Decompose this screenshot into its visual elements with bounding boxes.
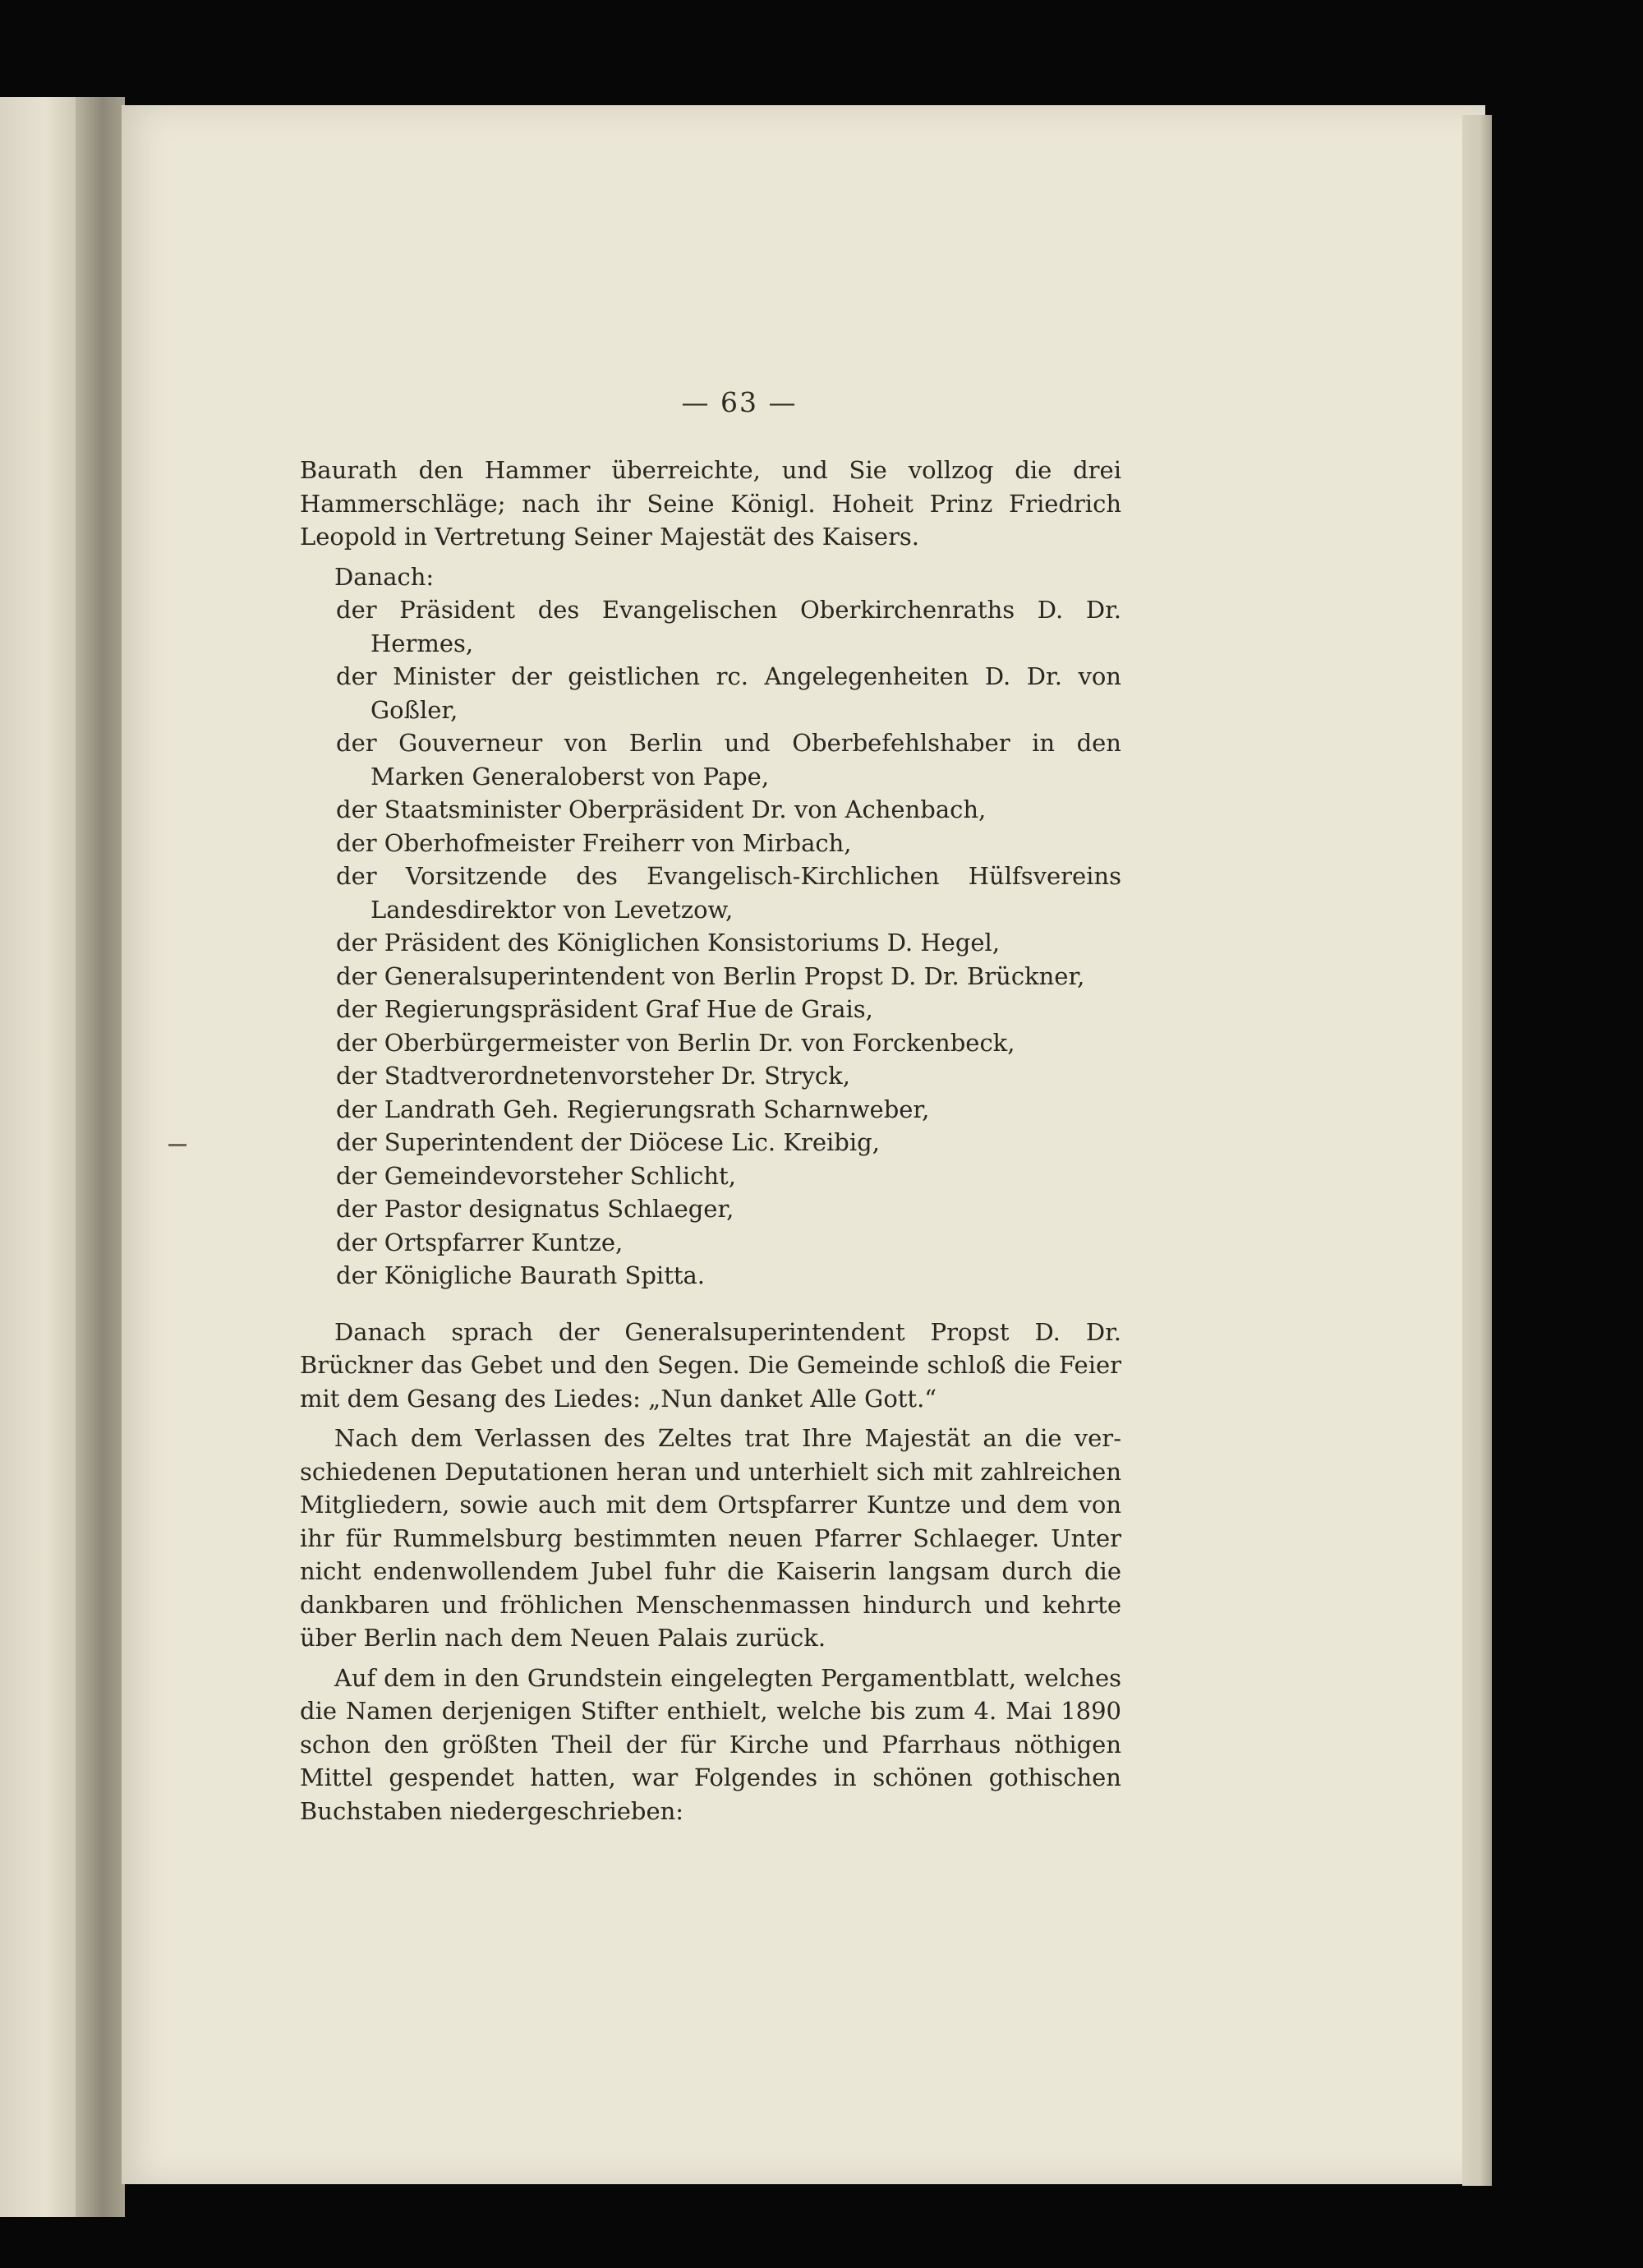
list-item: der Oberhofmeister Freiherr von Mirbach, xyxy=(336,828,852,857)
list-item: der Vorsitzende des Evangelisch-Kirchlichen Hülfsvereins Landesdirektor von Levetzow, xyxy=(336,862,1121,924)
page-stack-edge xyxy=(1462,115,1492,2186)
margin-mark xyxy=(168,1144,186,1146)
list-item: der Stadtverordnetenvorsteher Dr. Stryck, xyxy=(336,1062,850,1090)
list-item: der Königliche Baurath Spitta. xyxy=(336,1261,706,1289)
list-item: der Landrath Geh. Regierungsrath Scharnweber, xyxy=(336,1095,930,1123)
closing-paragraph-parchment: Auf dem in den Grundstein eingelegten Pergamentblatt, welches die Namen derjenigen Stifter enthielt, welche bis zum 4. Mai 1890 schon den größten Theil der für Kirche und Pfarrhaus nöthigen Mittel gespendet hatten, war Folgendes in schönen gothischen Buchstaben niedergeschrieben: xyxy=(300,1663,1121,1825)
opening-paragraph: Baurath den Hammer überreichte, und Sie vollzog die drei Hammerschläge; nach ihr Seine Königl. Hoheit Prinz Friedrich Leopold in Vertretung Seiner Majestät des Kaisers. xyxy=(300,456,1121,551)
page-number: — 63 — xyxy=(681,386,798,418)
closing-paragraph-prayer: Danach sprach der Generalsuperintendent Propst D. Dr. Brückner das Gebet und den Segen. Die Gemeinde schloß die Feier mit dem Gesang des Liedes: „Nun danket Alle Gott.“ xyxy=(300,1317,1121,1413)
list-item: der Superintendent der Diöcese Lic. Kreibig, xyxy=(336,1128,880,1156)
list-item: der Generalsuperintendent von Berlin Propst D. Dr. Brückner, xyxy=(336,961,1085,990)
list-item: der Gemeindevorsteher Schlicht, xyxy=(336,1161,736,1190)
list-item: der Gouverneur von Berlin und Oberbefehlshaber in den Marken Generaloberst von Pape, xyxy=(336,729,1121,791)
dignitaries-list xyxy=(300,593,1121,1293)
closing-paragraph-departure: Nach dem Verlassen des Zeltes trat Ihre Majestät an die verschiedenen Deputationen heran und unterhielt sich mit zahlreichen Mitgliedern, sowie auch mit dem Ortspfarrer Kuntze und dem von ihr für Rummelsburg bestimmten neuen Pfarrer Schlaeger. Unter nicht endenwollendem Jubel fuhr die Kaiserin langsam durch die dankbaren und fröhlichen Menschenmassen hindurch und kehrte über Berlin nach dem Neuen Palais zurück. xyxy=(300,1424,1121,1652)
list-intro: Danach: xyxy=(334,562,435,591)
list-item: der Präsident des Königlichen Konsistoriums D. Hegel, xyxy=(336,929,1001,957)
list-item: der Regierungspräsident Graf Hue de Grais, xyxy=(336,995,873,1023)
list-item: der Pastor designatus Schlaeger, xyxy=(336,1195,734,1223)
list-item: der Minister der geistlichen rc. Angelegenheiten D. Dr. von Goßler, xyxy=(336,662,1121,724)
list-item: der Oberbürgermeister von Berlin Dr. von Forckenbeck, xyxy=(336,1028,1015,1057)
list-item: der Präsident des Evangelischen Oberkirchenraths D. Dr. Hermes, xyxy=(336,596,1121,657)
list-item: der Staatsminister Oberpräsident Dr. von Achenbach, xyxy=(336,795,987,823)
page-body xyxy=(300,454,1121,1828)
list-item: der Ortspfarrer Kuntze, xyxy=(336,1228,624,1256)
